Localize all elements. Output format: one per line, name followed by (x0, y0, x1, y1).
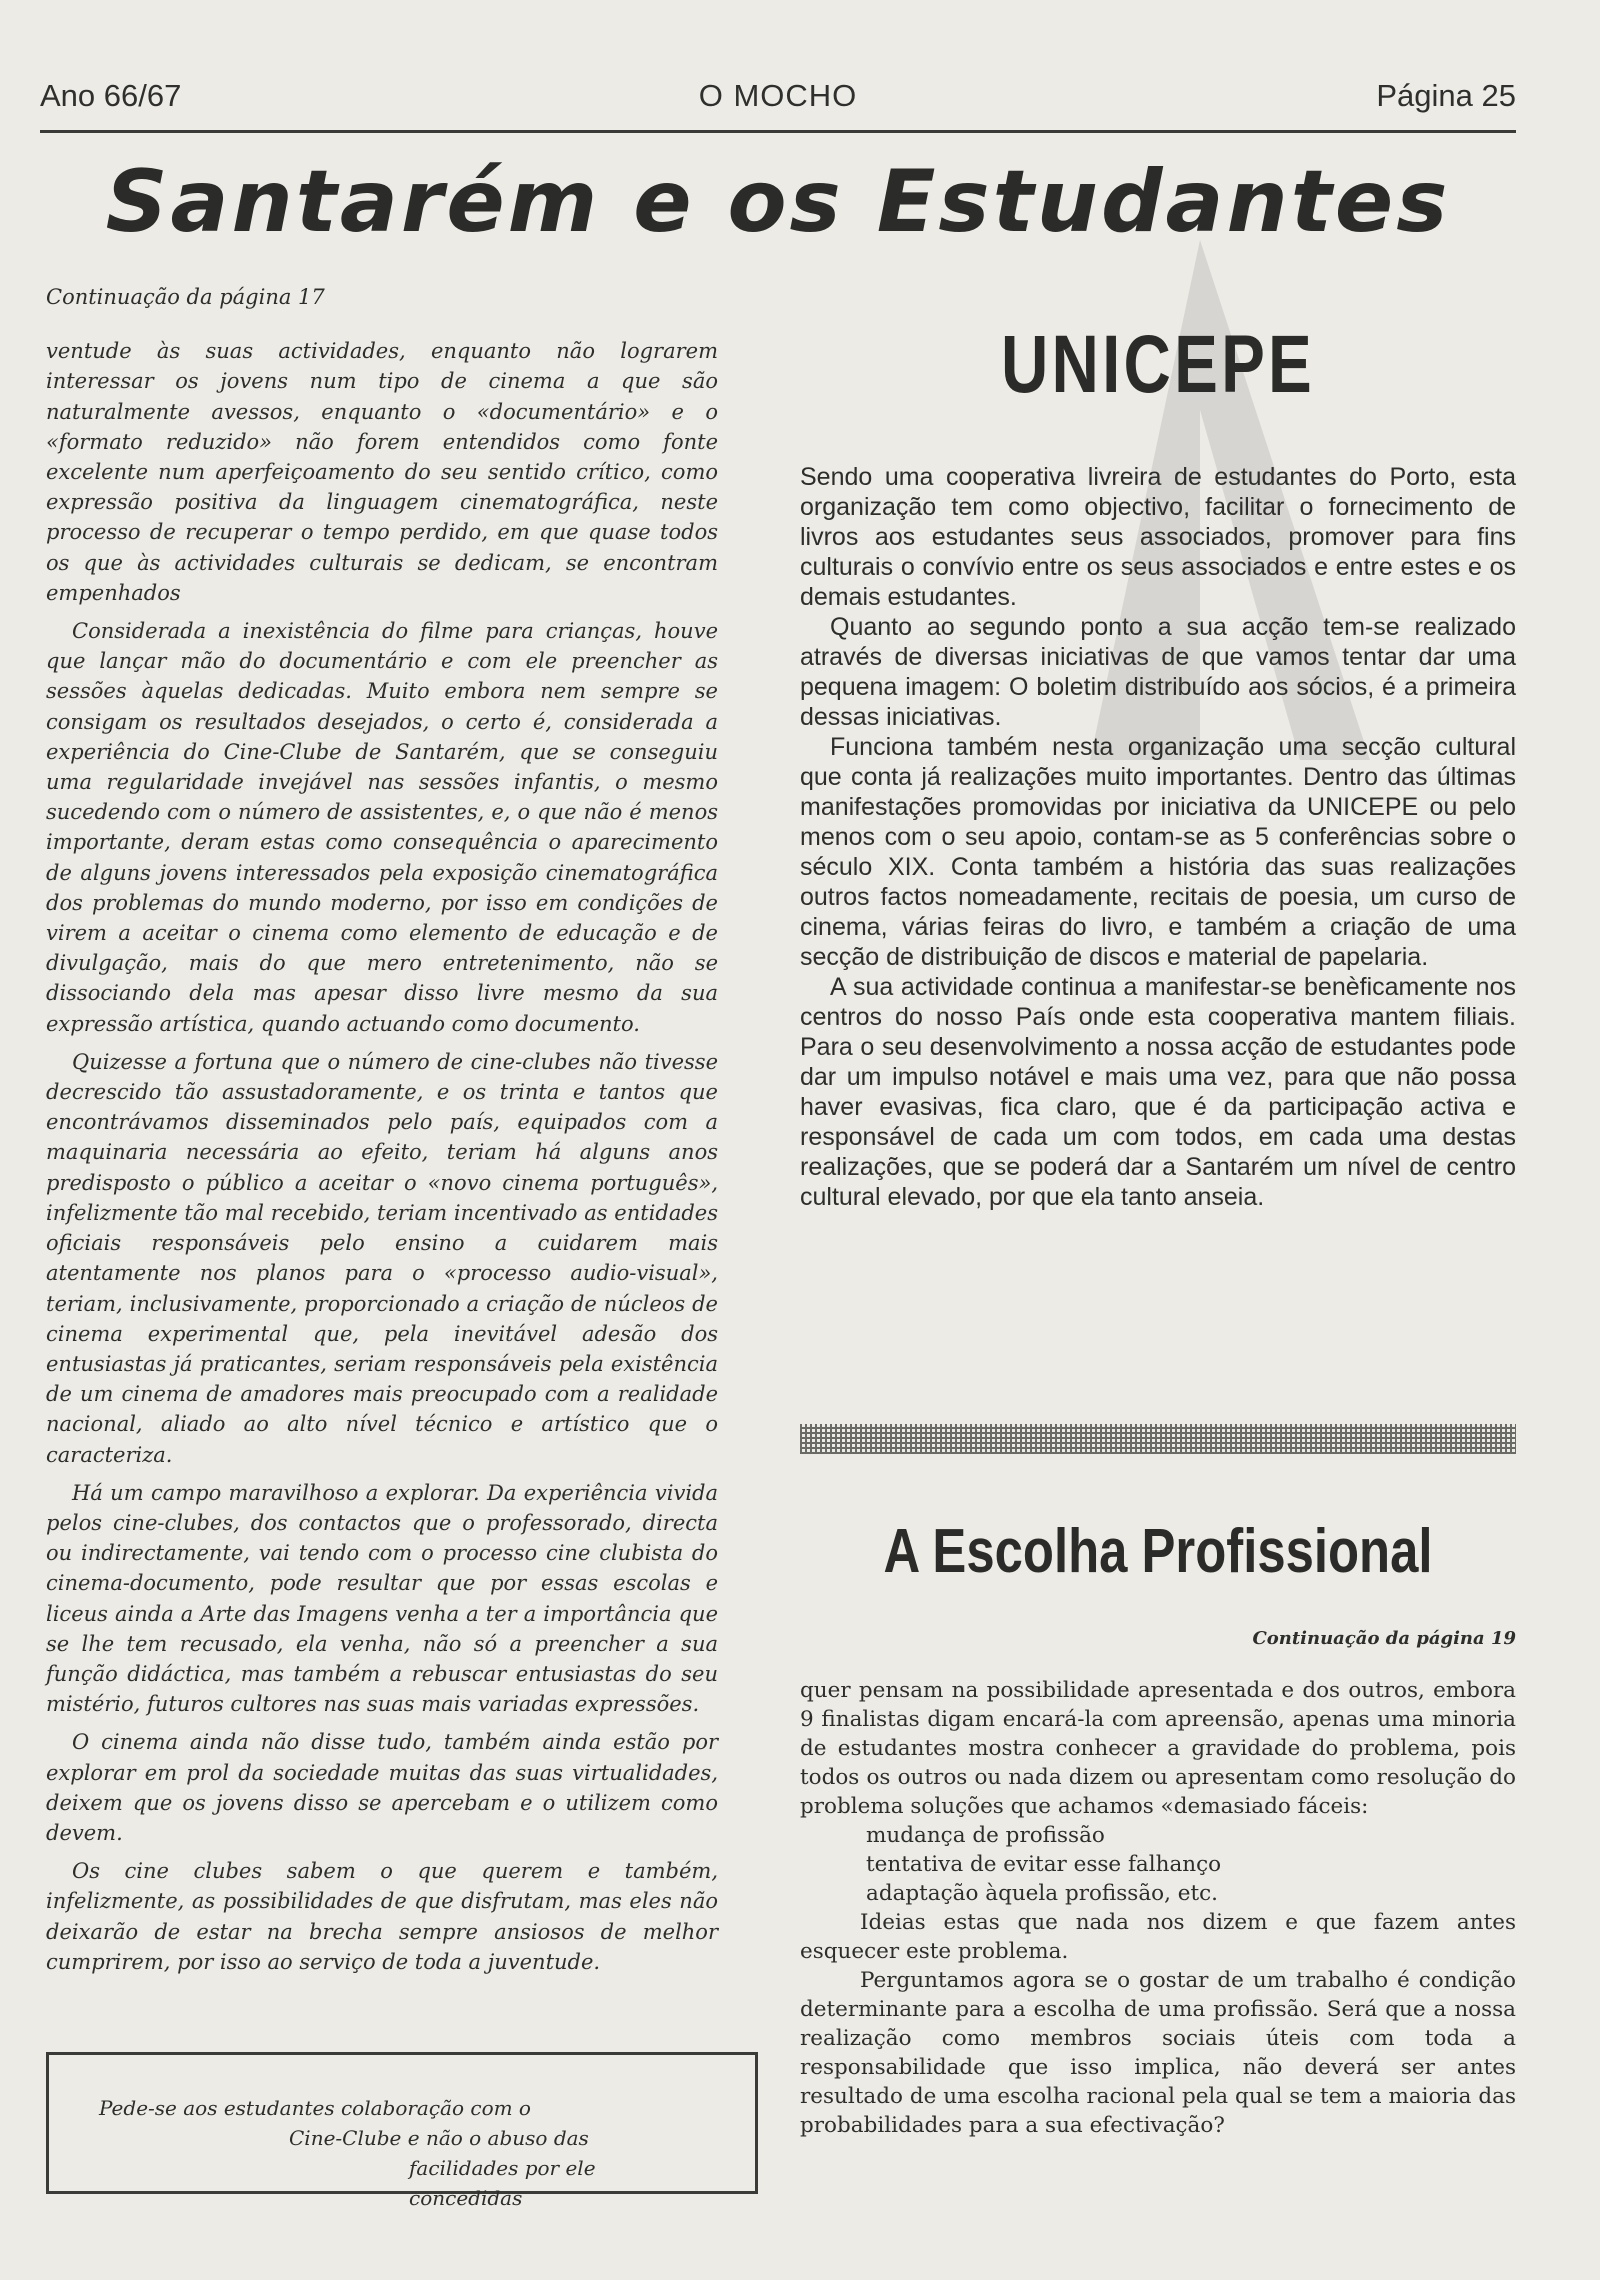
paragraph: ventude às suas actividades, enquanto não lograrem interessar os jovens num tipo de cinema a que são naturalmente avessos, enquanto o «documentário» e o «formato reduzido» não forem entendidos como fonte excelente num aperfeiçoamento do seu sentido crítico, como expressão positiva da linguagem cinematográfica, neste processo de recuperar o tempo perdido, em que quase todos os que às actividades culturais se dedicam, se encontram empenhados (46, 339, 718, 605)
notice-line: Cine-Clube e não o abuso das (289, 2126, 589, 2150)
notice-box (46, 2052, 758, 2210)
paragraph: O cinema ainda não disse tudo, também ainda estão por explorar em prol da sociedade muitas das suas virtualidades, deixem que os jovens disso se apercebam e o utilizem como devem. (46, 1730, 718, 1845)
header-rule (40, 130, 1516, 133)
paragraph: quer pensam na possibilidade apresentada e dos outros, embora 9 finalistas digam encará-la com apreensão, apenas uma minoria de estudantes mostra conhecer a gravidade do problema, pois todos os outros ou nada dizem ou apresentam como resolução do problema soluções que achamos «demasiado fáceis: (800, 1678, 1516, 1819)
list-item: adaptação àquela profissão, etc. (866, 1881, 1218, 1906)
paragraph: Considerada a inexistência do filme para crianças, houve que lançar mão do documentário e com ele preencher as sessões àquelas dedicadas. Muito embora nem sempre se consigam os resultados desejados, o certo é, considerada a experiência do Cine-Clube de Santarém, que se conseguiu uma regularidade invejável nas sessões infantis, o mesmo sucedendo com o número de assistentes, e, o que não é menos importante, deram estas como consequência o aparecimento de alguns jovens interessados pela exposição cinematográfica dos problemas do mundo moderno, por isso em condições de virem a aceitar o cinema como elemento de educação e de divulgação, mais do que mero entretenimento, não se dissociando dela mas apesar disso livre mesmo da sua expressão artística, quando actuando como documento. (46, 619, 718, 1036)
notice-line: Pede-se aos estudantes colaboração com o (99, 2096, 531, 2120)
left-column (46, 282, 718, 1985)
paragraph: A sua actividade continua a manifestar-se benèficamente nos centros do nosso País onde esta cooperativa mantem filiais. Para o seu desenvolvimento a nossa acção de estudantes pode dar um impulso notável e mais uma vez, para que não possa haver evasivas, fica claro, que é da participação activa e responsável de cada um com todos, em cada uma destas realizações, que se poderá dar a Santarém um nível de centro cultural elevado, por que ela tanto anseia. (800, 973, 1516, 1211)
paragraph: Funciona também nesta organização uma secção cultural que conta já realizações muito importantes. Dentro das últimas manifestações promovidas por iniciativa da UNICEPE ou pelo menos com o seu apoio, contam-se as 5 conferências sobre o século XIX. Conta também a história das suas realizações outros factos nomeadamente, recitais de poesia, um curso de cinema, várias feiras do livro, e também a criação de uma secção de distribuição de discos e material de papelaria. (800, 733, 1516, 971)
escolha-title: A Escolha Profissional (883, 1517, 1433, 1586)
continuation-note: Continuação da página 19 (1252, 1628, 1516, 1649)
paragraph: Perguntamos agora se o gostar de um trabalho é condição determinante para a escolha de uma profissão. Será que a nossa realização como membros sociais úteis com toda a responsabilidade que isso implica, não deverá ser antes resultado de uma escolha racional pela qual se tem a maioria das probabilidades para a sua efectivação? (800, 1968, 1516, 2138)
paragraph: Há um campo maravilhoso a explorar. Da experiência vivida pelos cine-clubes, dos contactos que o professorado, directa ou indirectamente, vai tendo com o processo cine clubista do cinema-documento, pode resultar que por essas escolas e liceus ainda a Arte das Imagens venha a ter a importância que se lhe tem recusado, ela venha, não só a preencher a sua função didáctica, mas também a rebuscar entusiastas do seu mistério, futuros cultores nas suas mais variadas expressões. (46, 1480, 718, 1717)
paragraph: Os cine clubes sabem o que querem e também, infelizmente, as possibilidades de que disfrutam, mas eles não deixarão de estar na brecha sempre ansiosos de melhor cumprirem, por isso ao serviço de toda a juventude. (46, 1859, 718, 1974)
article-title: Santarém e os Estudantes (105, 152, 1451, 252)
page-number: Página 25 (1376, 78, 1516, 113)
list-item: tentativa de evitar esse falhanço (866, 1852, 1222, 1877)
list-item: mudança de profissão (866, 1823, 1105, 1848)
notice-text (99, 2093, 709, 2213)
paragraph: Sendo uma cooperativa livreira de estudantes do Porto, esta organização tem como objectivo, facilitar o fornecimento de livros aos estudantes seus associados, promover para fins culturais o convívio entre os seus associados e entre estes e os demais estudantes. (800, 463, 1516, 611)
page-header (40, 78, 1516, 122)
paragraph: Quanto ao segundo ponto a sua acção tem-se realizado através de diversas iniciativas de que vamos tentar dar uma pequena imagem: O boletim distribuído aos sócios, é a primeira dessas iniciativas. (800, 613, 1516, 731)
paragraph: Quizesse a fortuna que o número de cine-clubes não tivesse decrescido tão assustadoramente, e os trinta e tantos que encontrávamos disseminados pelo país, equipados com a maquinaria necessária ao efeito, teriam há alguns anos predisposto o público a aceitar o «novo cinema português», infelizmente tão mal recebido, teriam incentivado as entidades oficiais responsáveis pelo ensino a cuidarem mais atentamente nos planos para o «processo audio-visual», teriam, inclusivamente, proporcionado a criação de núcleos de cinema experimental que, pela inevitável adesão dos entusiastas já praticantes, seriam responsáveis pela existência de um cinema de amadores mais preocupado com a realidade nacional, aliado ao alto nível técnico e artístico que o caracteriza. (46, 1049, 718, 1467)
publication-name: O MOCHO (698, 78, 858, 113)
issue-year: Ano 66/67 (40, 78, 182, 113)
hatched-divider (800, 1424, 1516, 1454)
continuation-note: Continuação da página 17 (46, 285, 325, 309)
unicepe-article (800, 462, 1516, 1212)
unicepe-title: UNICEPE (1000, 319, 1315, 410)
notice-line: facilidades por ele concedidas (409, 2156, 596, 2210)
escolha-article (800, 1676, 1516, 2140)
paragraph: Ideias estas que nada nos dizem e que fazem antes esquecer este problema. (800, 1910, 1516, 1964)
